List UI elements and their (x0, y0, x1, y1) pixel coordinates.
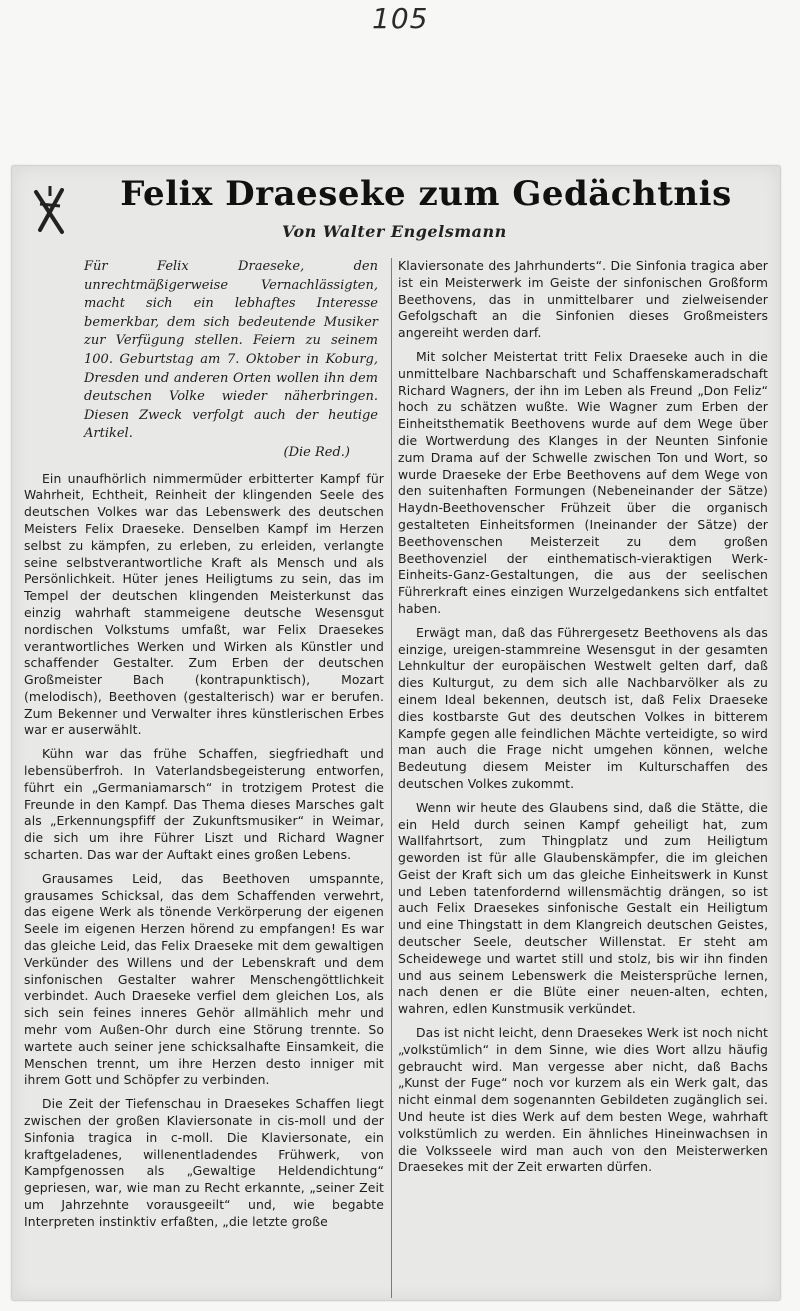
paragraph: Das ist nicht leicht, denn Draesekes Werk ist noch nicht „volkstümlich“ in dem Sinne, wie dies Wort allzu häufig gebraucht wird. Man vergesse aber nicht, daß Bachs „Kunst der Fuge“ noch vor kurzem als ein Werk galt, das nicht einmal dem sogenannten Gebildeten zugänglich sei. Und heute ist dies Werk auf dem besten Wege, wahrhaft volkstümlich zu werden. Ein ähnliches Hineinwachsen in die Volksseele wird man auch von den Meisterwerken Draesekes mit der Zeit erwarten dürfen. (398, 1025, 768, 1175)
column-divider (391, 258, 392, 1298)
left-column (24, 258, 384, 1298)
right-column (398, 258, 768, 1298)
newspaper-clipping (12, 166, 780, 1300)
article-byline: Von Walter Engelsmann (282, 222, 507, 241)
paragraph: Wenn wir heute des Glaubens sind, daß die Stätte, die ein Held durch seinen Kampf geheiligt hat, zum Wallfahrtsort, zum Thingplatz und zum Heiligtum geworden ist für alle Glaubenskämpfer, die im gleichen Geist der Kraft sich um das gleiche Einheitswerk in Kunst und Leben tatenfordernd willensmächtig drängen, so ist auch Felix Draesekes sinfonische Gestalt ein Heiligtum und eine Thingstatt in dem Klangreich deutschen Geistes, deutscher Seele, deutscher Willenstat. Er steht am Scheidewege und wartet still und stolz, bis wir ihn finden und aus seinem Lebenswerk die Meistersprüche lernen, nach denen er die Blüte einer neuen-alten, echten, wahren, edlen Kunstmusik verkündet. (398, 799, 768, 1017)
left-body (24, 471, 384, 1231)
paragraph: Mit solcher Meistertat tritt Felix Draeseke auch in die unmittelbare Nachbarschaft und Schaffenskameradschaft Richard Wagners, der ihn im Leben als Freund „Don Feliz“ hoch zu schätzen wußte. Wie Wagner zum Erben der Einheitsthematik Beethovens wurde auf dem Wege über die Wortwerdung des Klanges in der Neunten Sinfonie zum Drama auf der Schwelle zwischen Ton und Wort, so wurde Draeseke der Erbe Beethovens auf dem Wege von den suitenhaften Formungen (Nebeneinander der Sätze) Haydn-Beethovenscher Frühzeit über die organisch gestalteten Einheitsformen (Ineinander der Sätze) der Beethovenschen Meisterzeit zu dem großen Beethovenziel der einthematisch-vieraktigen Werk-Einheits-Ganz-Gestaltungen, die aus der seelischen Führerkraft eines einzigen Wurzelgedankens sich entfaltet haben. (398, 348, 768, 616)
article-header (12, 166, 780, 248)
right-body (398, 258, 768, 1176)
paragraph: Die Zeit der Tiefenschau in Draesekes Schaffen liegt zwischen der großen Klaviersonate in cis-moll und der Sinfonia tragica in c-moll. Die Klaviersonate, ein kraftgeladenes, willenentladendes Frühwerk, von Kampfgenossen als „Gewaltige Heldendichtung“ gepriesen, war, wie man zu Recht erkannte, „seiner Zeit um Jahrzehnte vorausgeeilt“ und, wie begabte Interpreten instinktiv erfaßten, „die letzte große (24, 1096, 384, 1229)
article-title: Felix Draeseke zum Gedächtnis (120, 174, 732, 214)
lead-signature: (Die Red.) (283, 444, 350, 460)
paragraph: Erwägt man, daß das Führergesetz Beethovens als das einzige, ureigen-stammreine Wesensgut in der gesamten Lehnkultur der europäischen Westwelt gelten darf, daß dies Kulturgut, zu dem sich alle Nachbarvölker als zu einem Ideal bekennen, deutsch ist, daß Felix Draeseke dies kostbarste Gut des deutschen Volkes in bitterem Kampfe gegen alle feindlichen Mächte verteidigte, so wird man auch die Frage nicht umgehen können, welche Bedeutung diesem Meister im Kulturschaffen des deutschen Volkes zukommt. (398, 624, 768, 791)
crossed-swords-emblem-icon (32, 184, 68, 238)
lead-text: Für Felix Draeseke, den unrechtmäßigerweise Vernachlässigten, macht sich ein lebhaftes Interesse bemerkbar, dem sich bedeutende Musiker zur Verfügung stellen. Feiern zu seinem 100. Geburtstag am 7. Oktober in Koburg, Dresden und anderen Orten wollen ihn dem deutschen Volke wieder näherbringen. Diesen Zweck verfolgt auch der heutige Artikel. (84, 259, 378, 442)
paragraph: Kühn war das frühe Schaffen, siegfriedhaft und lebensüberfroh. In Vaterlandsbegeisterung entworfen, führt ein „Germaniamarsch“ in trotzigem Protest die Freunde in den Kampf. Das Thema dieses Marsches galt als „Erkennungspfiff der Zukunftsmusiker“ in Weimar, die sich um ihre Führer Liszt und Richard Wagner scharten. Das war der Auftakt eines großen Lebens. (24, 746, 384, 863)
paragraph: Ein unaufhörlich nimmermüder erbitterter Kampf für Wahrheit, Echtheit, Reinheit der klingenden Seele des deutschen Volkes war das Lebenswerk des deutschen Meisters Felix Draeseke. Denselben Kampf im Herzen selbst zu kämpfen, zu erleben, zu erleiden, verlangte seine selbstverantwortliche Kraft als Mensch und als Persönlichkeit. Hüter jenes Heiligtums zu sein, das im Tempel der deutschen klingenden Meisterkunst das einzig wahrhaft stammeigene deutsche Wesensgut nordischen Volkstums umfaßt, war Felix Draesekes verantwortliches Werken und Wirken als Künstler und schaffender Gestalter. Zum Erben der deutschen Großmeister Bach (kontrapunktisch), Mozart (melodisch), Beethoven (gestalterisch) war er berufen. Zum Bekenner und Verwalter ihres künstlerischen Erbes war er auserwählt. (24, 470, 384, 738)
paragraph: Klaviersonate des Jahrhunderts“. Die Sinfonia tragica aber ist ein Meisterwerk im Geiste der sinfonischen Großform Beethovens, das in unmittelbarer und zielweisender Gefolgschaft an die Sinfonien dieses Großmeisters angereiht werden darf. (398, 258, 768, 341)
page-number: 105 (372, 2, 429, 35)
editorial-lead (24, 258, 384, 463)
paragraph: Grausames Leid, das Beethoven umspannte, grausames Schicksal, das dem Schaffenden verwehrt, das eigene Werk als tönende Verkörperung der eigenen Seele im eigenen Herzen hörend zu empfangen! Es war das gleiche Leid, das Felix Draeseke mit dem gewaltigen Verkünder des Willens und der Lebenskraft und dem sinfonischen Gestalter wahrer Menschengöttlichkeit verbindet. Auch Draeseke verfiel dem gleichen Los, als sich sein feines inneres Gehör allmählich mehr und mehr vom Außen-Ohr durch eine Störung trennte. So wartete auch seiner jene schicksalhafte Einsamkeit, die Menschen trennt, um ihre Herzen desto inniger mit ihrem Gott und Schöpfer zu verbinden. (24, 870, 384, 1088)
